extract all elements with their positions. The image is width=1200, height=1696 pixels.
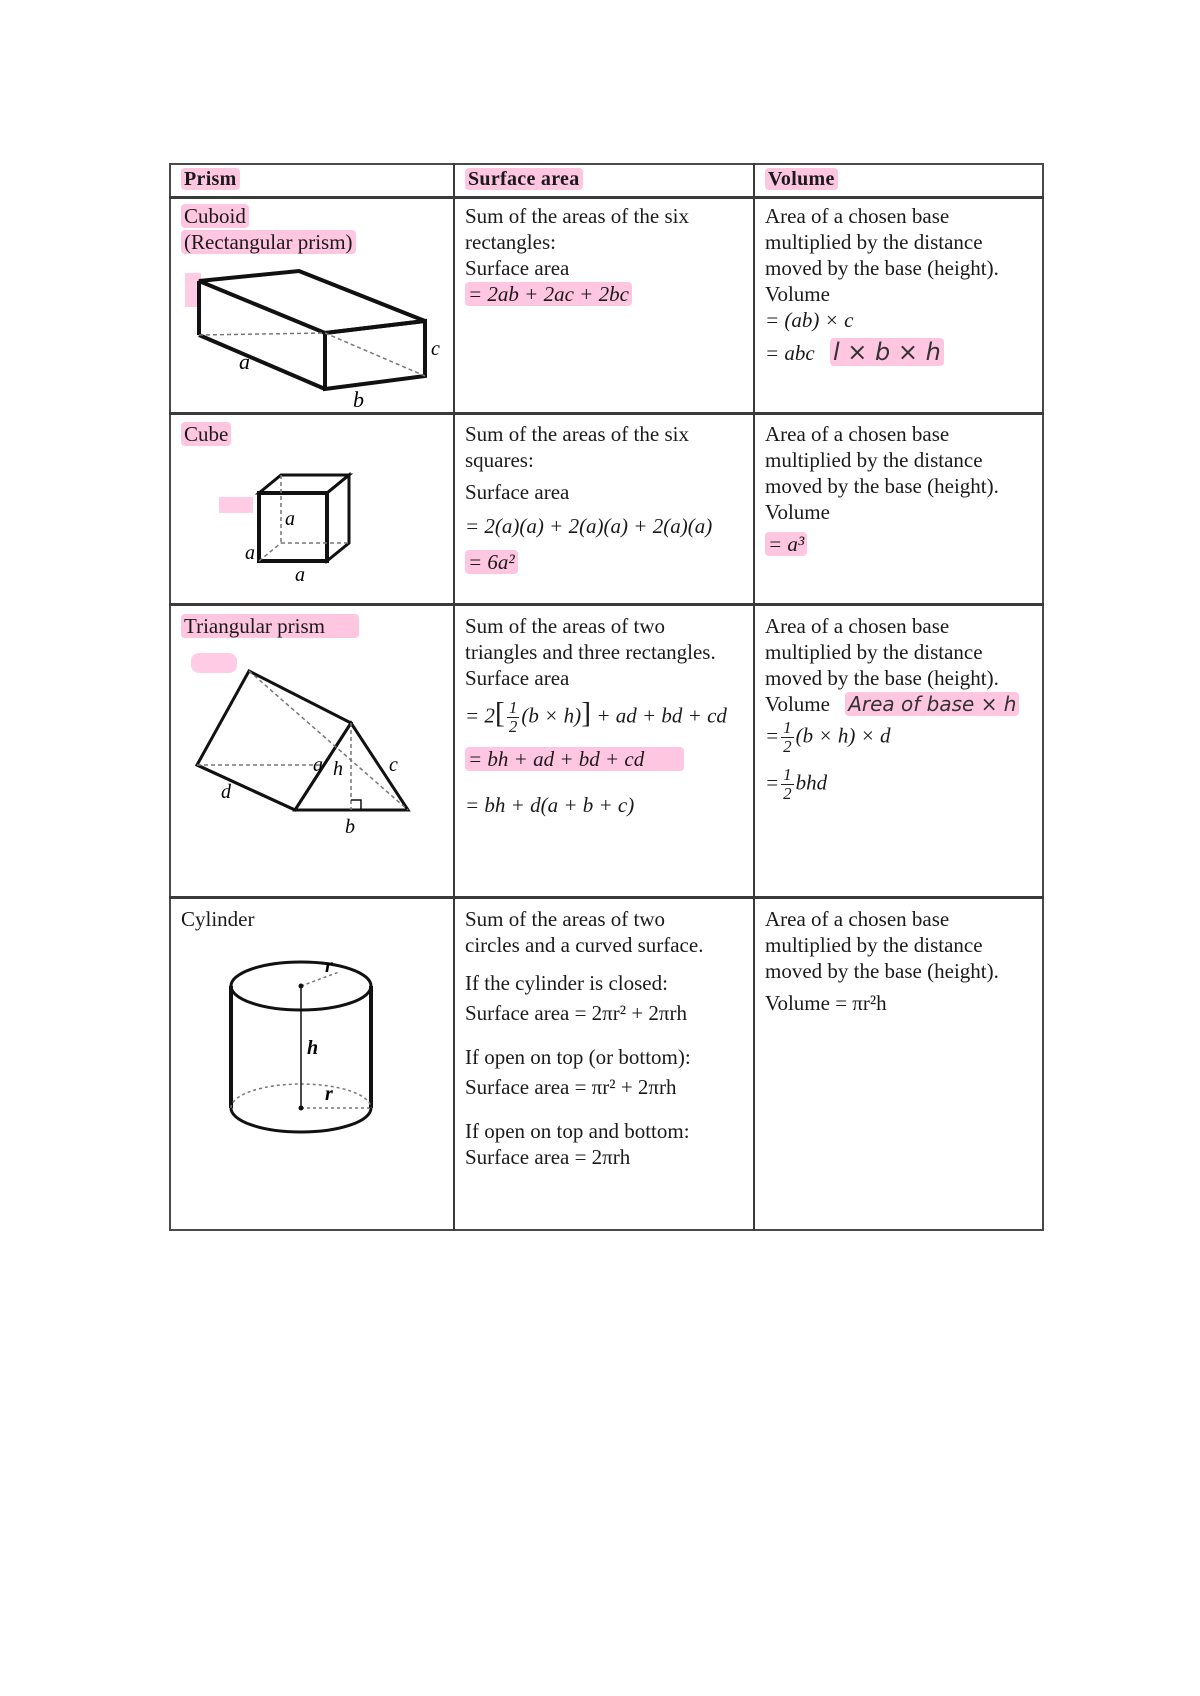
label-h: h xyxy=(333,758,343,780)
divider xyxy=(753,163,755,1231)
cube-volume-cell xyxy=(765,421,1043,557)
hidden-edge xyxy=(325,333,425,376)
text-line: moved by the base (height). xyxy=(765,474,999,498)
triangular-prism-diagram xyxy=(183,653,448,848)
cuboid-volume-cell xyxy=(765,203,1043,366)
formula: = (ab) × c xyxy=(765,308,854,332)
header-prism: Prism xyxy=(181,168,240,191)
cylinder-diagram xyxy=(229,955,389,1148)
cuboid-name-cell xyxy=(181,203,451,255)
label-d: d xyxy=(221,781,231,803)
cube-name-cell xyxy=(181,421,231,447)
formula: = 2[ $\frac{1}{2}$ (b × h)] + ad + bd + cd xyxy=(465,696,727,736)
hidden-edge xyxy=(259,543,281,561)
text-line: Area of a chosen base xyxy=(765,422,950,446)
divider xyxy=(169,896,1044,899)
text-line: rectangles: xyxy=(465,230,556,254)
label-b: b xyxy=(353,387,364,412)
formula: = $\frac{1}{2}$ bhd xyxy=(765,765,828,803)
text-line: multiplied by the distance xyxy=(765,448,983,472)
prism-table xyxy=(169,163,1044,1231)
text-line: multiplied by the distance xyxy=(765,640,983,664)
formula: = bh + d(a + b + c) xyxy=(465,793,635,817)
cuboid-name2: (Rectangular prism) xyxy=(181,230,356,254)
handwritten-note: l × b × h xyxy=(830,338,944,366)
text-line: Volume xyxy=(765,282,830,306)
label-a: a xyxy=(313,754,323,776)
cuboid-front-face xyxy=(325,321,425,389)
formula: = a³ xyxy=(765,532,807,556)
cube-diagram xyxy=(219,463,379,588)
text-line: moved by the base (height). xyxy=(765,666,999,690)
prism-bottom-edge xyxy=(197,765,295,810)
formula: = $\frac{1}{2}$ (b × h) × d xyxy=(765,718,891,756)
triangular-prism-name: Triangular prism xyxy=(181,614,359,638)
text-line: Volume xyxy=(765,500,830,524)
hidden-edge xyxy=(199,333,325,335)
text-line: squares: xyxy=(465,448,534,472)
formula: Volume = πr²h xyxy=(765,991,887,1015)
divider xyxy=(169,412,1044,415)
text-line: Surface area xyxy=(465,666,570,690)
cuboid-bottom-edge xyxy=(199,335,325,389)
highlight-mark xyxy=(219,497,253,513)
divider xyxy=(169,603,1044,606)
text-line: moved by the base (height). xyxy=(765,256,999,280)
text-line: Sum of the areas of two xyxy=(465,907,666,931)
formula: Surface area = πr² + 2πrh xyxy=(465,1075,677,1099)
text-line: triangles and three rectangles. xyxy=(465,640,716,664)
cube-top-face xyxy=(259,475,349,493)
text-line: Sum of the areas of the six xyxy=(465,422,689,446)
radius-line xyxy=(301,972,339,986)
text-line: multiplied by the distance xyxy=(765,933,983,957)
formula: = 2ab + 2ac + 2bc xyxy=(465,282,632,306)
label-a: a xyxy=(295,564,305,586)
formula: Surface area = 2πrh xyxy=(465,1145,631,1169)
formula: = 2(a)(a) + 2(a)(a) + 2(a)(a) xyxy=(465,514,713,538)
text-line: If the cylinder is closed: xyxy=(465,971,668,995)
label-c: c xyxy=(389,754,398,776)
text-line: Area of a chosen base xyxy=(765,204,950,228)
triangular-prism-surface-cell xyxy=(465,613,751,818)
cuboid-diagram xyxy=(189,271,440,412)
text-line: Sum of the areas of the six xyxy=(465,204,689,228)
text-line: moved by the base (height). xyxy=(765,959,999,983)
label-a: a xyxy=(239,349,250,374)
formula: = 6a² xyxy=(465,550,518,574)
centre-point xyxy=(299,1106,304,1111)
handwritten-note: Area of base × h xyxy=(845,692,1019,716)
text-line: multiplied by the distance xyxy=(765,230,983,254)
cylinder-volume-cell xyxy=(765,906,1043,1016)
cube-surface-cell xyxy=(465,421,751,575)
header-volume: Volume xyxy=(765,168,838,191)
formula: Surface area = 2πr² + 2πrh xyxy=(465,1001,688,1025)
label-b: b xyxy=(345,816,355,838)
cylinder-name: Cylinder xyxy=(181,907,255,931)
cuboid-name: Cuboid xyxy=(181,204,249,228)
centre-point xyxy=(299,984,304,989)
formula: = bh + ad + bd + cd xyxy=(465,747,684,771)
divider xyxy=(453,163,455,1231)
label-r: r xyxy=(325,1083,333,1105)
label-h: h xyxy=(307,1037,319,1059)
text-line: Sum of the areas of two xyxy=(465,614,666,638)
text-line: If open on top and bottom: xyxy=(465,1119,690,1143)
cylinder-surface-cell xyxy=(465,906,751,1170)
text-line: If open on top (or bottom): xyxy=(465,1045,691,1069)
triangular-prism-name-cell xyxy=(181,613,453,639)
cylinder-bottom-front xyxy=(231,1108,371,1132)
text-line: circles and a curved surface. xyxy=(465,933,704,957)
text-line: Area of a chosen base xyxy=(765,907,950,931)
text-line: Surface area xyxy=(465,480,570,504)
cuboid-surface-cell xyxy=(465,203,750,307)
label-a: a xyxy=(285,508,295,530)
label-a: a xyxy=(245,542,255,564)
highlight-mark xyxy=(191,653,237,673)
text-line: Volume Area of base × h xyxy=(765,691,1043,717)
cylinder-name-cell xyxy=(181,906,255,932)
label-c: c xyxy=(431,338,440,360)
label-r: r xyxy=(325,955,333,977)
formula: = abc xyxy=(765,341,815,365)
hidden-edge xyxy=(249,671,408,810)
cube-name: Cube xyxy=(181,422,231,446)
text-line: Area of a chosen base xyxy=(765,614,950,638)
text-line: Surface area xyxy=(465,256,570,280)
header-surface-area: Surface area xyxy=(465,168,583,191)
cube-side-face xyxy=(327,475,349,561)
triangular-prism-volume-cell xyxy=(765,613,1043,803)
divider xyxy=(169,196,1044,199)
